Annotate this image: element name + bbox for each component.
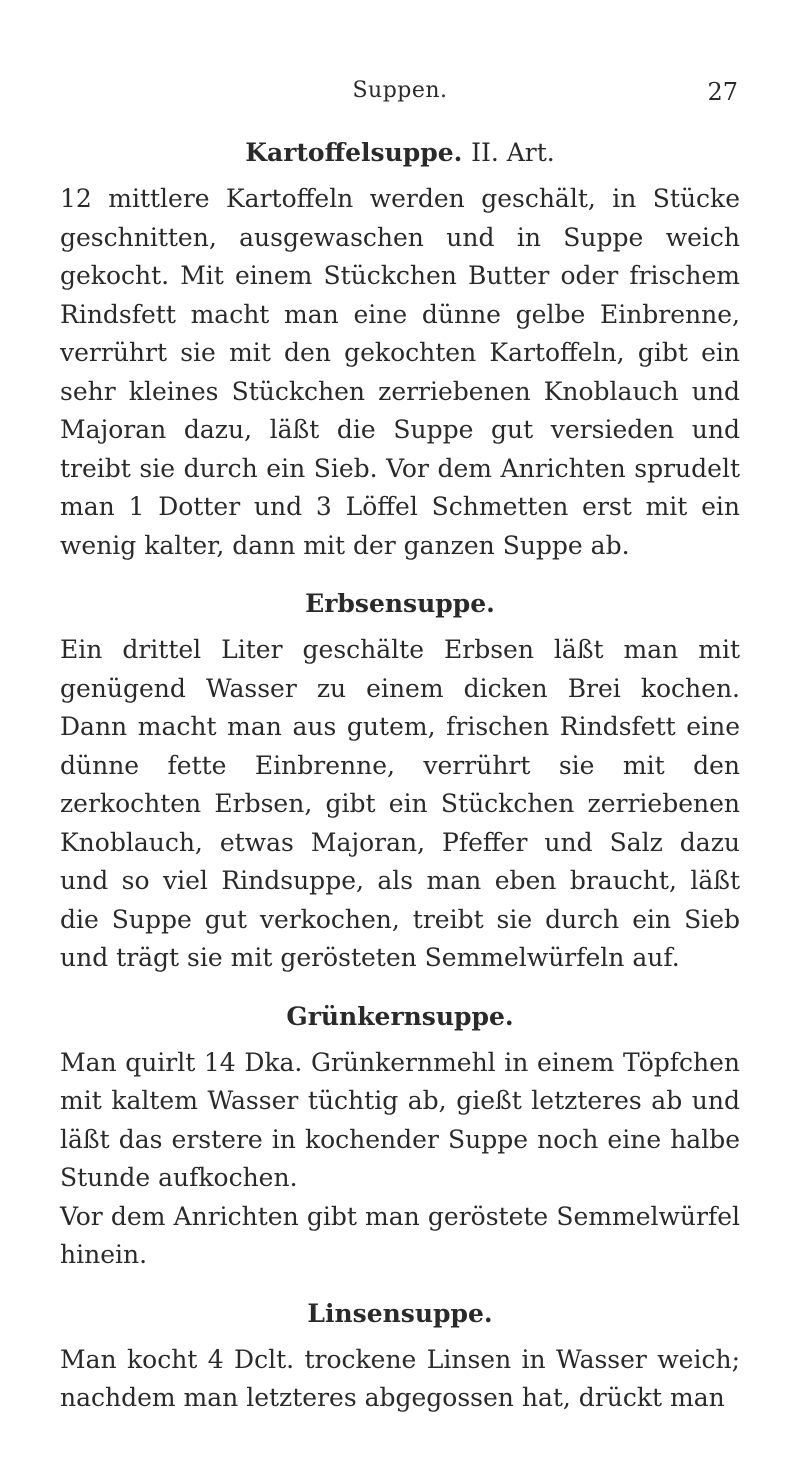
- section-heading: [60, 587, 740, 621]
- heading-title: Kartoffelsuppe.: [245, 138, 463, 167]
- section-gruenkernsuppe: [60, 1000, 740, 1275]
- heading-title: Erbsensuppe.: [305, 589, 495, 618]
- section-heading: [60, 1297, 740, 1331]
- page-number: 27: [707, 78, 738, 106]
- paragraph: Vor dem Anrichten gibt man geröstete Semmelwürfel hinein.: [60, 1201, 740, 1269]
- running-title: Suppen.: [352, 78, 448, 103]
- section-heading: [60, 1000, 740, 1034]
- section-erbsensuppe: [60, 587, 740, 978]
- section-heading: [60, 136, 740, 170]
- paragraph: Man kocht 4 Dclt. trockene Linsen in Wasser weich; nachdem man letzteres abgegossen hat, drückt man: [60, 1344, 740, 1412]
- heading-title: Grünkernsuppe.: [286, 1001, 514, 1031]
- paragraph: Ein drittel Liter geschälte Erbsen läßt man mit genügend Wasser zu einem dicken Brei kochen. Dann macht man aus gutem, frischen Rindsfett eine dünne fette Einbrenne, verrührt sie mit den zerkochten Erbsen, gibt ein Stückchen zerriebenen Knoblauch, etwas Majoran, Pfeffer und Salz dazu und so viel Rindsuppe, als man eben braucht, läßt die Suppe gut verkochen, treibt sie durch ein Sieb und trägt sie mit gerösteten Semmelwürfeln auf.: [60, 635, 740, 972]
- paragraph: 12 mittlere Kartoffeln werden geschält, in Stücke geschnitten, ausgewaschen und in Suppe weich gekocht. Mit einem Stückchen Butter oder frischem Rindsfett macht man eine dünne gelbe Einbrenne, verrührt sie mit den gekochten Kartoffeln, gibt ein sehr kleines Stückchen zerriebenen Knoblauch und Majoran dazu, läßt die Suppe gut versieden und treibt sie durch ein Sieb. Vor dem Anrichten sprudelt man 1 Dotter und 3 Löffel Schmetten erst mit ein wenig kalter, dann mit der ganzen Suppe ab.: [60, 184, 740, 560]
- heading-title: Linsensuppe.: [307, 1298, 493, 1328]
- paragraph: Man quirlt 14 Dka. Grünkernmehl in einem Töpfchen mit kaltem Wasser tüchtig ab, gießt letzteres ab und läßt das erstere in kochender Suppe noch eine halbe Stunde aufkochen.: [60, 1047, 740, 1192]
- running-header: [0, 78, 800, 118]
- section-linsensuppe: [60, 1297, 740, 1418]
- heading-suffix: II. Art.: [471, 138, 555, 167]
- body-text: [60, 136, 740, 1440]
- section-kartoffelsuppe: [60, 136, 740, 565]
